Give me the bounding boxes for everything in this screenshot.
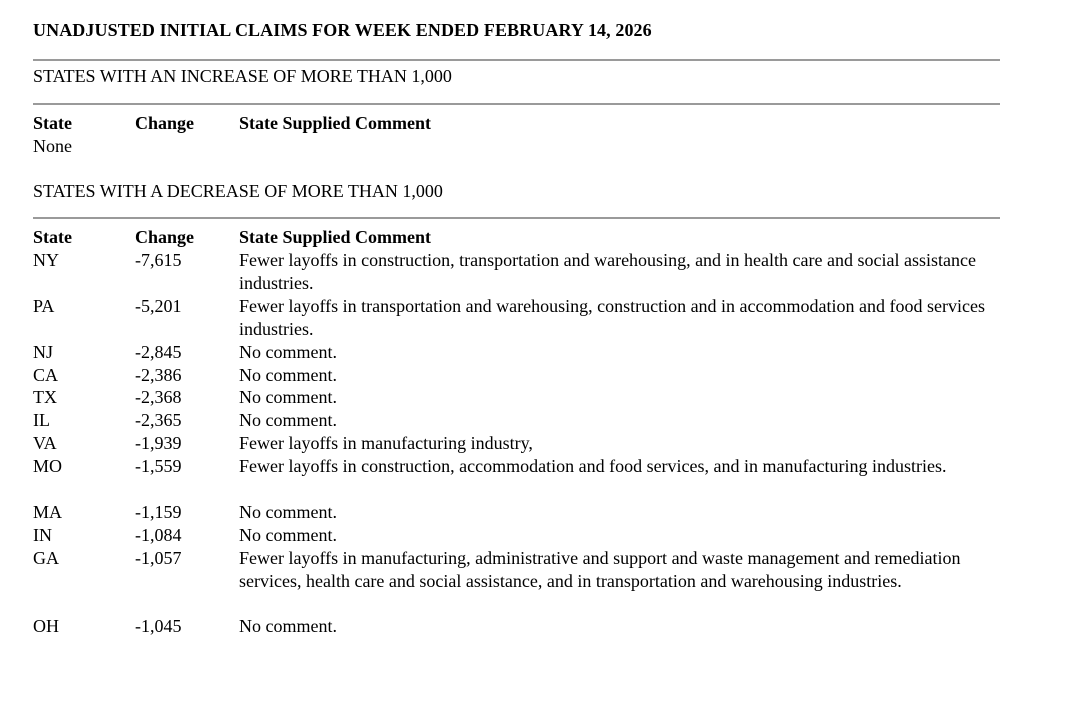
increase-divider	[33, 103, 1000, 105]
row-comment: No comment.	[239, 525, 337, 545]
document-title: UNADJUSTED INITIAL CLAIMS FOR WEEK ENDED FEBRUARY 14, 2026	[33, 20, 652, 40]
row-comment: No comment.	[239, 365, 337, 385]
row-state: CA	[33, 365, 59, 385]
row-comment: No comment.	[239, 616, 337, 636]
row-state: GA	[33, 548, 59, 568]
row-state: MA	[33, 502, 63, 522]
row-change: -2,368	[135, 387, 182, 407]
increase-col-state: State	[33, 113, 72, 133]
row-change: -7,615	[135, 250, 182, 270]
row-change: -1,045	[135, 616, 182, 636]
increase-none-text: None	[33, 136, 72, 156]
row-state: MO	[33, 456, 63, 476]
row-comment: Fewer layoffs in manufacturing, administrative and support and waste management and remediation services, health care and social assistance, and in transportation and warehousing industries.	[239, 548, 961, 591]
decrease-section-heading: STATES WITH A DECREASE OF MORE THAN 1,000	[33, 181, 443, 201]
row-state: VA	[33, 433, 57, 453]
row-state: IL	[33, 410, 50, 430]
row-change: -2,365	[135, 410, 182, 430]
row-change: -2,386	[135, 365, 182, 385]
row-change: -1,559	[135, 456, 182, 476]
increase-col-change: Change	[135, 113, 195, 133]
row-comment: Fewer layoffs in construction, accommodation and food services, and in manufacturing industries.	[239, 456, 947, 476]
row-state: OH	[33, 616, 59, 636]
increase-section-heading: STATES WITH AN INCREASE OF MORE THAN 1,000	[33, 66, 452, 86]
decrease-col-change: Change	[135, 227, 195, 247]
row-state: NJ	[33, 342, 54, 362]
row-change: -1,084	[135, 525, 182, 545]
row-comment: No comment.	[239, 410, 337, 430]
row-state: NY	[33, 250, 59, 270]
row-comment: No comment.	[239, 502, 337, 522]
row-change: -1,159	[135, 502, 182, 522]
row-comment: Fewer layoffs in transportation and warehousing, construction and in accommodation and food services industries.	[239, 296, 985, 339]
title-divider	[33, 59, 1000, 61]
decrease-divider	[33, 217, 1000, 219]
increase-col-comment: State Supplied Comment	[239, 113, 432, 133]
row-state: PA	[33, 296, 55, 316]
row-comment: No comment.	[239, 387, 337, 407]
row-change: -1,057	[135, 548, 182, 568]
decrease-col-state: State	[33, 227, 72, 247]
row-state: IN	[33, 525, 52, 545]
row-change: -2,845	[135, 342, 182, 362]
row-comment: No comment.	[239, 342, 337, 362]
row-state: TX	[33, 387, 57, 407]
row-change: -5,201	[135, 296, 182, 316]
decrease-col-comment: State Supplied Comment	[239, 227, 432, 247]
row-change: -1,939	[135, 433, 182, 453]
row-comment: Fewer layoffs in manufacturing industry,	[239, 433, 533, 453]
row-comment: Fewer layoffs in construction, transportation and warehousing, and in health care and social assistance industries.	[239, 250, 976, 293]
